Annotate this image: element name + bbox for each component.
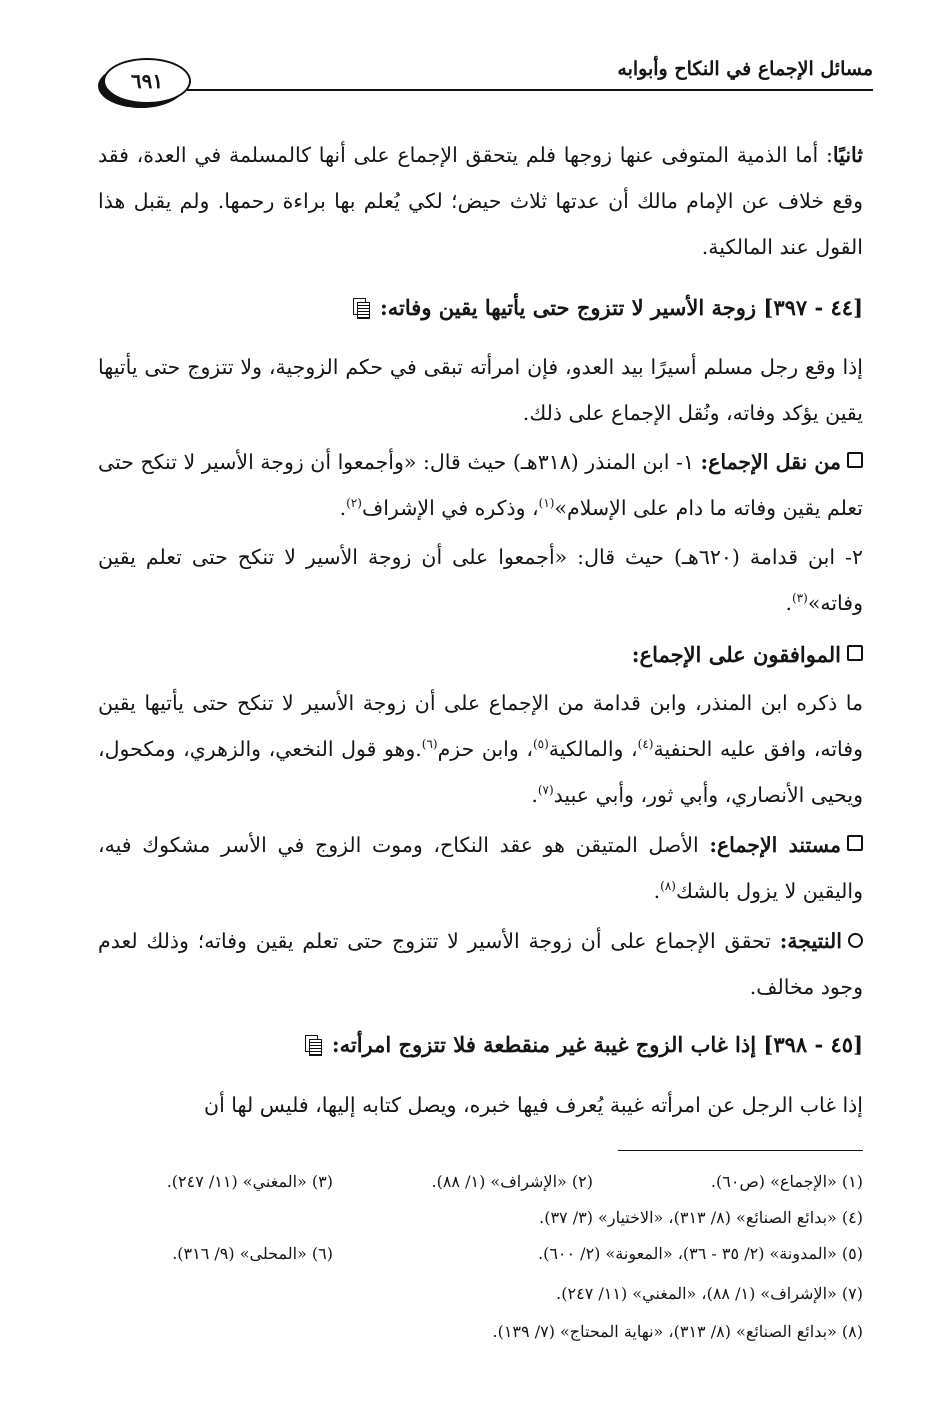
footnote-ref: (٦) bbox=[421, 737, 438, 752]
footnote-ref: (١) bbox=[538, 496, 555, 511]
document-icon bbox=[353, 298, 369, 318]
paragraph-text: .وهو قول النخعي، والزهري، ومكحول، ويحيى الأنصاري، وأبي ثور، وأبي عبيد bbox=[98, 737, 863, 807]
paragraph-result bbox=[98, 918, 863, 1010]
footnote-row bbox=[98, 1170, 863, 1194]
footnote-ref: (٥) bbox=[532, 737, 549, 752]
paragraph-lead: ثانيًا bbox=[832, 143, 863, 167]
paragraph-text: ٢- ابن قدامة (٦٢٠هـ) حيث قال: «أجمعوا على أن زوجة الأسير لا تنكح حتى تعلم يقين وفاته» bbox=[98, 545, 863, 615]
paragraph-text: ما ذكره ابن المنذر، وابن قدامة من الإجماع على أن زوجة الأسير لا تنكح حتى يأتيها يقين وفاته، وافق عليه الحنفية bbox=[98, 691, 864, 761]
footnote-ref: (٢) bbox=[346, 496, 362, 511]
paragraph-text: : أما الذمية المتوفى عنها زوجها فلم يتحقق الإجماع على أنها كالمسلمة في العدة، فقد وقع خلاف عن الإمام مالك أن عدتها ثلاث حيض؛ لكي يُعلم بها براءة رحمها. ولم يقبل هذا القول عند المالكية. bbox=[98, 143, 863, 259]
paragraph-text: ١- ابن المنذر (٣١٨هـ) حيث قال: «وأجمعوا أن زوجة الأسير لا تنكح حتى تعلم يقين وفاته ما دام على الإسلام» bbox=[98, 450, 863, 520]
paragraph-captive-intro bbox=[98, 344, 863, 436]
square-bullet-icon bbox=[847, 645, 863, 661]
section-heading-45 bbox=[98, 1022, 863, 1068]
footnote-5: (٥) «المدونة» (٢/ ٣٥ - ٣٦)، «المعونة» (٢/ ٦٠٠). bbox=[537, 1244, 863, 1263]
paragraph-lead: مستند الإجماع: bbox=[709, 833, 841, 857]
paragraph-text: . bbox=[785, 591, 792, 615]
page-header bbox=[95, 52, 873, 112]
footnote-1: (١) «الإجماع» (ص٦٠). bbox=[710, 1172, 863, 1191]
paragraph-absent-husband bbox=[98, 1082, 863, 1128]
paragraph-secondly bbox=[98, 132, 863, 270]
footnote-rule bbox=[618, 1150, 863, 1151]
paragraph-text: الأصل المتيقن هو عقد النكاح، وموت الزوج في الأسر مشكوك فيه، واليقين لا يزول بالشك bbox=[98, 833, 863, 903]
circle-bullet-icon bbox=[848, 933, 863, 948]
heading-text: الموافقون على الإجماع: bbox=[631, 642, 841, 667]
footnote-3: (٣) «المغني» (١١/ ٢٤٧). bbox=[166, 1172, 333, 1191]
section-heading-44 bbox=[98, 285, 863, 331]
footnote-2: (٢) «الإشراف» (١/ ٨٨). bbox=[431, 1172, 593, 1191]
section-heading-agreeing bbox=[98, 632, 863, 678]
paragraph-basis bbox=[98, 822, 863, 914]
document-icon bbox=[305, 1035, 321, 1055]
footnote-row bbox=[98, 1282, 863, 1306]
paragraph-consensus-sources bbox=[98, 439, 863, 531]
paragraph-text: . bbox=[531, 783, 538, 807]
footnote-8: (٨) «بدائع الصنائع» (٨/ ٣١٣)، «نهاية المحتاج» (٧/ ١٣٩). bbox=[492, 1322, 863, 1341]
footnote-row bbox=[98, 1206, 863, 1230]
heading-text: [٤٤ - ٣٩٧] زوجة الأسير لا تتزوج حتى يأتيها يقين وفاته: bbox=[380, 295, 863, 320]
square-bullet-icon bbox=[847, 452, 863, 468]
paragraph-agreeing bbox=[98, 680, 863, 818]
footnote-ref: (٨) bbox=[660, 879, 676, 894]
heading-text: [٤٥ - ٣٩٨] إذا غاب الزوج غيبة غير منقطعة فلا تتزوج امرأته: bbox=[331, 1032, 863, 1057]
footnote-ref: (٣) bbox=[791, 591, 808, 606]
paragraph-text: ، والمالكية bbox=[548, 737, 638, 761]
page-number: ٦٩١ bbox=[103, 58, 191, 104]
square-bullet-icon bbox=[847, 835, 863, 851]
paragraph-lead: من نقل الإجماع: bbox=[700, 450, 841, 474]
footnote-7: (٧) «الإشراف» (١/ ٨٨)، «المغني» (١١/ ٢٤٧). bbox=[556, 1284, 863, 1303]
paragraph-text: . bbox=[339, 496, 347, 520]
paragraph-text: تحقق الإجماع على أن زوجة الأسير لا تتزوج حتى تعلم يقين وفاته؛ وذلك لعدم وجود مخالف. bbox=[98, 929, 863, 999]
paragraph-text: ، وابن حزم bbox=[437, 737, 533, 761]
footnote-ref: (٤) bbox=[637, 737, 654, 752]
footnote-row bbox=[98, 1242, 863, 1266]
paragraph-ibn-qudama bbox=[98, 534, 863, 626]
footnote-6: (٦) «المحلى» (٩/ ٣١٦). bbox=[172, 1244, 333, 1263]
paragraph-text: إذا غاب الرجل عن امرأته غيبة يُعرف فيها خبره، ويصل كتابه إليها، فليس لها أن bbox=[204, 1093, 863, 1117]
paragraph-text: . bbox=[653, 879, 661, 903]
footnote-row bbox=[98, 1320, 863, 1344]
running-title: مسائل الإجماع في النكاح وأبوابه bbox=[617, 58, 873, 80]
paragraph-lead: النتيجة: bbox=[779, 929, 842, 953]
header-rule bbox=[187, 89, 873, 91]
paragraph-text: إذا وقع رجل مسلم أسيرًا بيد العدو، فإن امرأته تبقى في حكم الزوجية، ولا تتزوج حتى يأتيها يقين يؤكد وفاته، ونُقل الإجماع على ذلك. bbox=[98, 355, 863, 425]
footnote-ref: (٧) bbox=[537, 783, 554, 798]
paragraph-text: ، وذكره في الإشراف bbox=[361, 496, 539, 520]
footnote-4: (٤) «بدائع الصنائع» (٨/ ٣١٣)، «الاختيار» (٣/ ٣٧). bbox=[539, 1208, 863, 1227]
